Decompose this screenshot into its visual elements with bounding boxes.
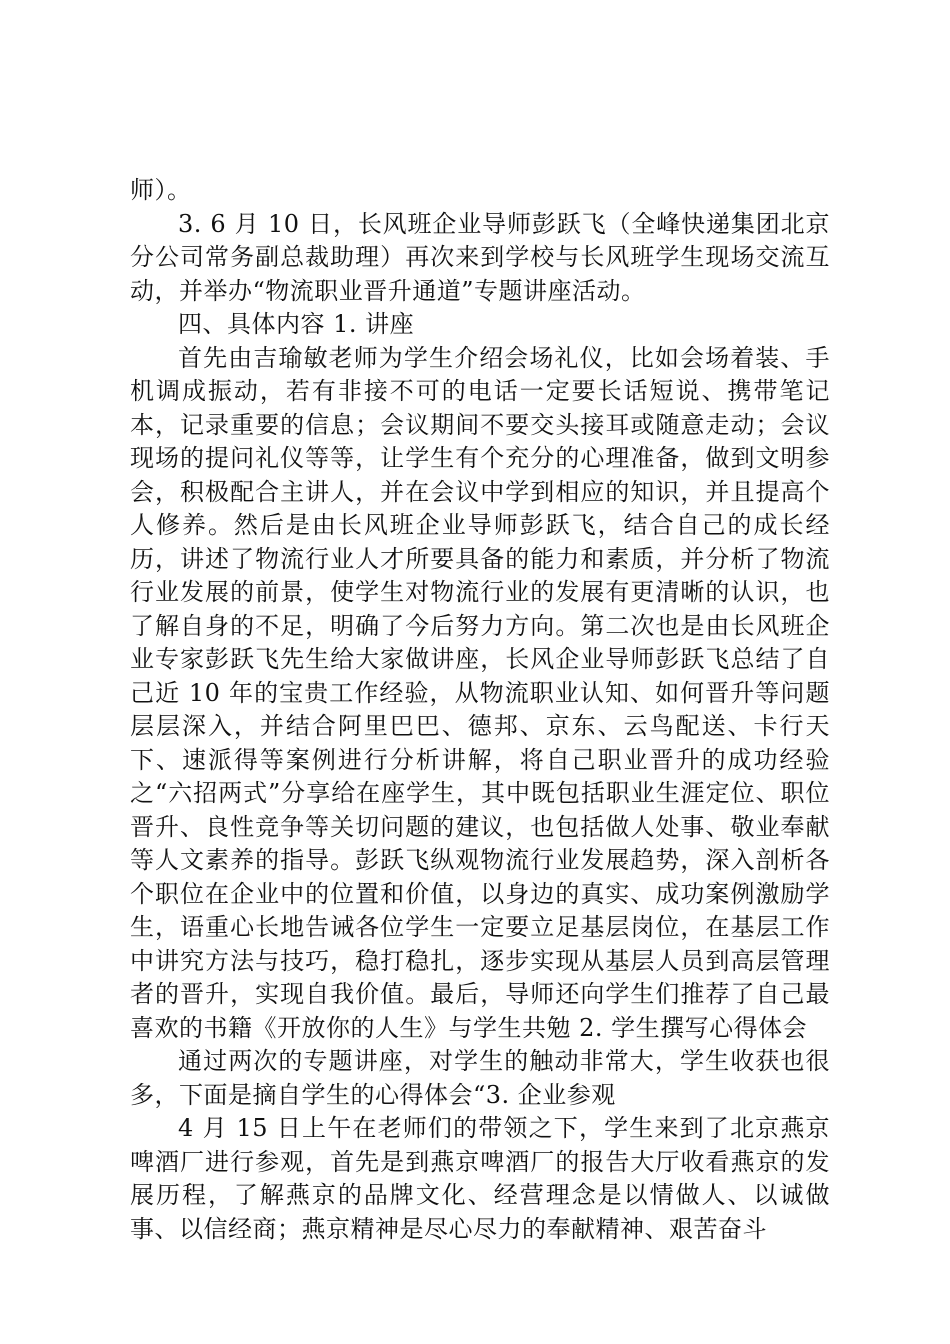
paragraph-student-reflections: 通过两次的专题讲座，对学生的触动非常大，学生收获也很多，下面是摘自学生的心得体会“3. 企业参观 bbox=[130, 1047, 830, 1109]
section-heading-specific-content: 四、具体内容 1. 讲座 bbox=[178, 310, 415, 338]
paragraph-company-visit: 4 月 15 日上午在老师们的带领之下，学生来到了北京燕京啤酒厂进行参观，首先是到燕京啤酒厂的报告大厅收看燕京的发展历程，了解燕京的品牌文化、经营理念是以情做人、以诚做事、以信经商；燕京精神是尽心尽力的奉献精神、艰苦奋斗 bbox=[130, 1114, 830, 1243]
paragraph-lecture: 首先由吉瑜敏老师为学生介绍会场礼仪，比如会场着装、手机调成振动，若有非接不可的电话一定要长话短说、携带笔记本，记录重要的信息；会议期间不要交头接耳或随意走动；会议现场的提问礼仪等等，让学生有个充分的心理准备，做到文明参会，积极配合主讲人，并在会议中学到相应的知识，并且提高个人修养。然后是由长风班企业导师彭跃飞，结合自己的成长经历，讲述了物流行业人才所要具备的能力和素质，并分析了物流行业发展的前景，使学生对物流行业的发展有更清晰的认识，也了解自身的不足，明确了今后努力方向。第二次也是由长风班企业专家彭跃飞先生给大家做讲座，长风企业导师彭跃飞总结了自己近 10 年的宝贵工作经验，从物流职业认知、如何晋升等问题层层深入，并结合阿里巴巴、德邦、京东、云鸟配送、卡行天下、速派得等案例进行分析讲解，将自己职业晋升的成功经验之“六招两式”分享给在座学生，其中既包括职业生涯定位、职位晋升、良性竞争等关切问题的建议，也包括做人处事、敬业奉献等人文素养的指导。彭跃飞纵观物流行业发展趋势，深入剖析各个职位在企业中的位置和价值，以身边的真实、成功案例激励学生，语重心长地告诫各位学生一定要立足基层岗位，在基层工作中讲究方法与技巧，稳打稳扎，逐步实现从基层人员到高层管理者的晋升，实现自我价值。最后，导师还向学生们推荐了自己最喜欢的书籍《开放你的人生》与学生共勉 2. 学生撰写心得体会 bbox=[130, 343, 830, 1042]
document-body bbox=[130, 174, 830, 1246]
paragraph-continuation: 师）。 bbox=[130, 176, 192, 204]
paragraph-item-3: 3. 6 月 10 日，长风班企业导师彭跃飞（全峰快递集团北京分公司常务副总裁助理）再次来到学校与长风班学生现场交流互动，并举办“物流职业晋升通道”专题讲座活动。 bbox=[130, 209, 830, 305]
